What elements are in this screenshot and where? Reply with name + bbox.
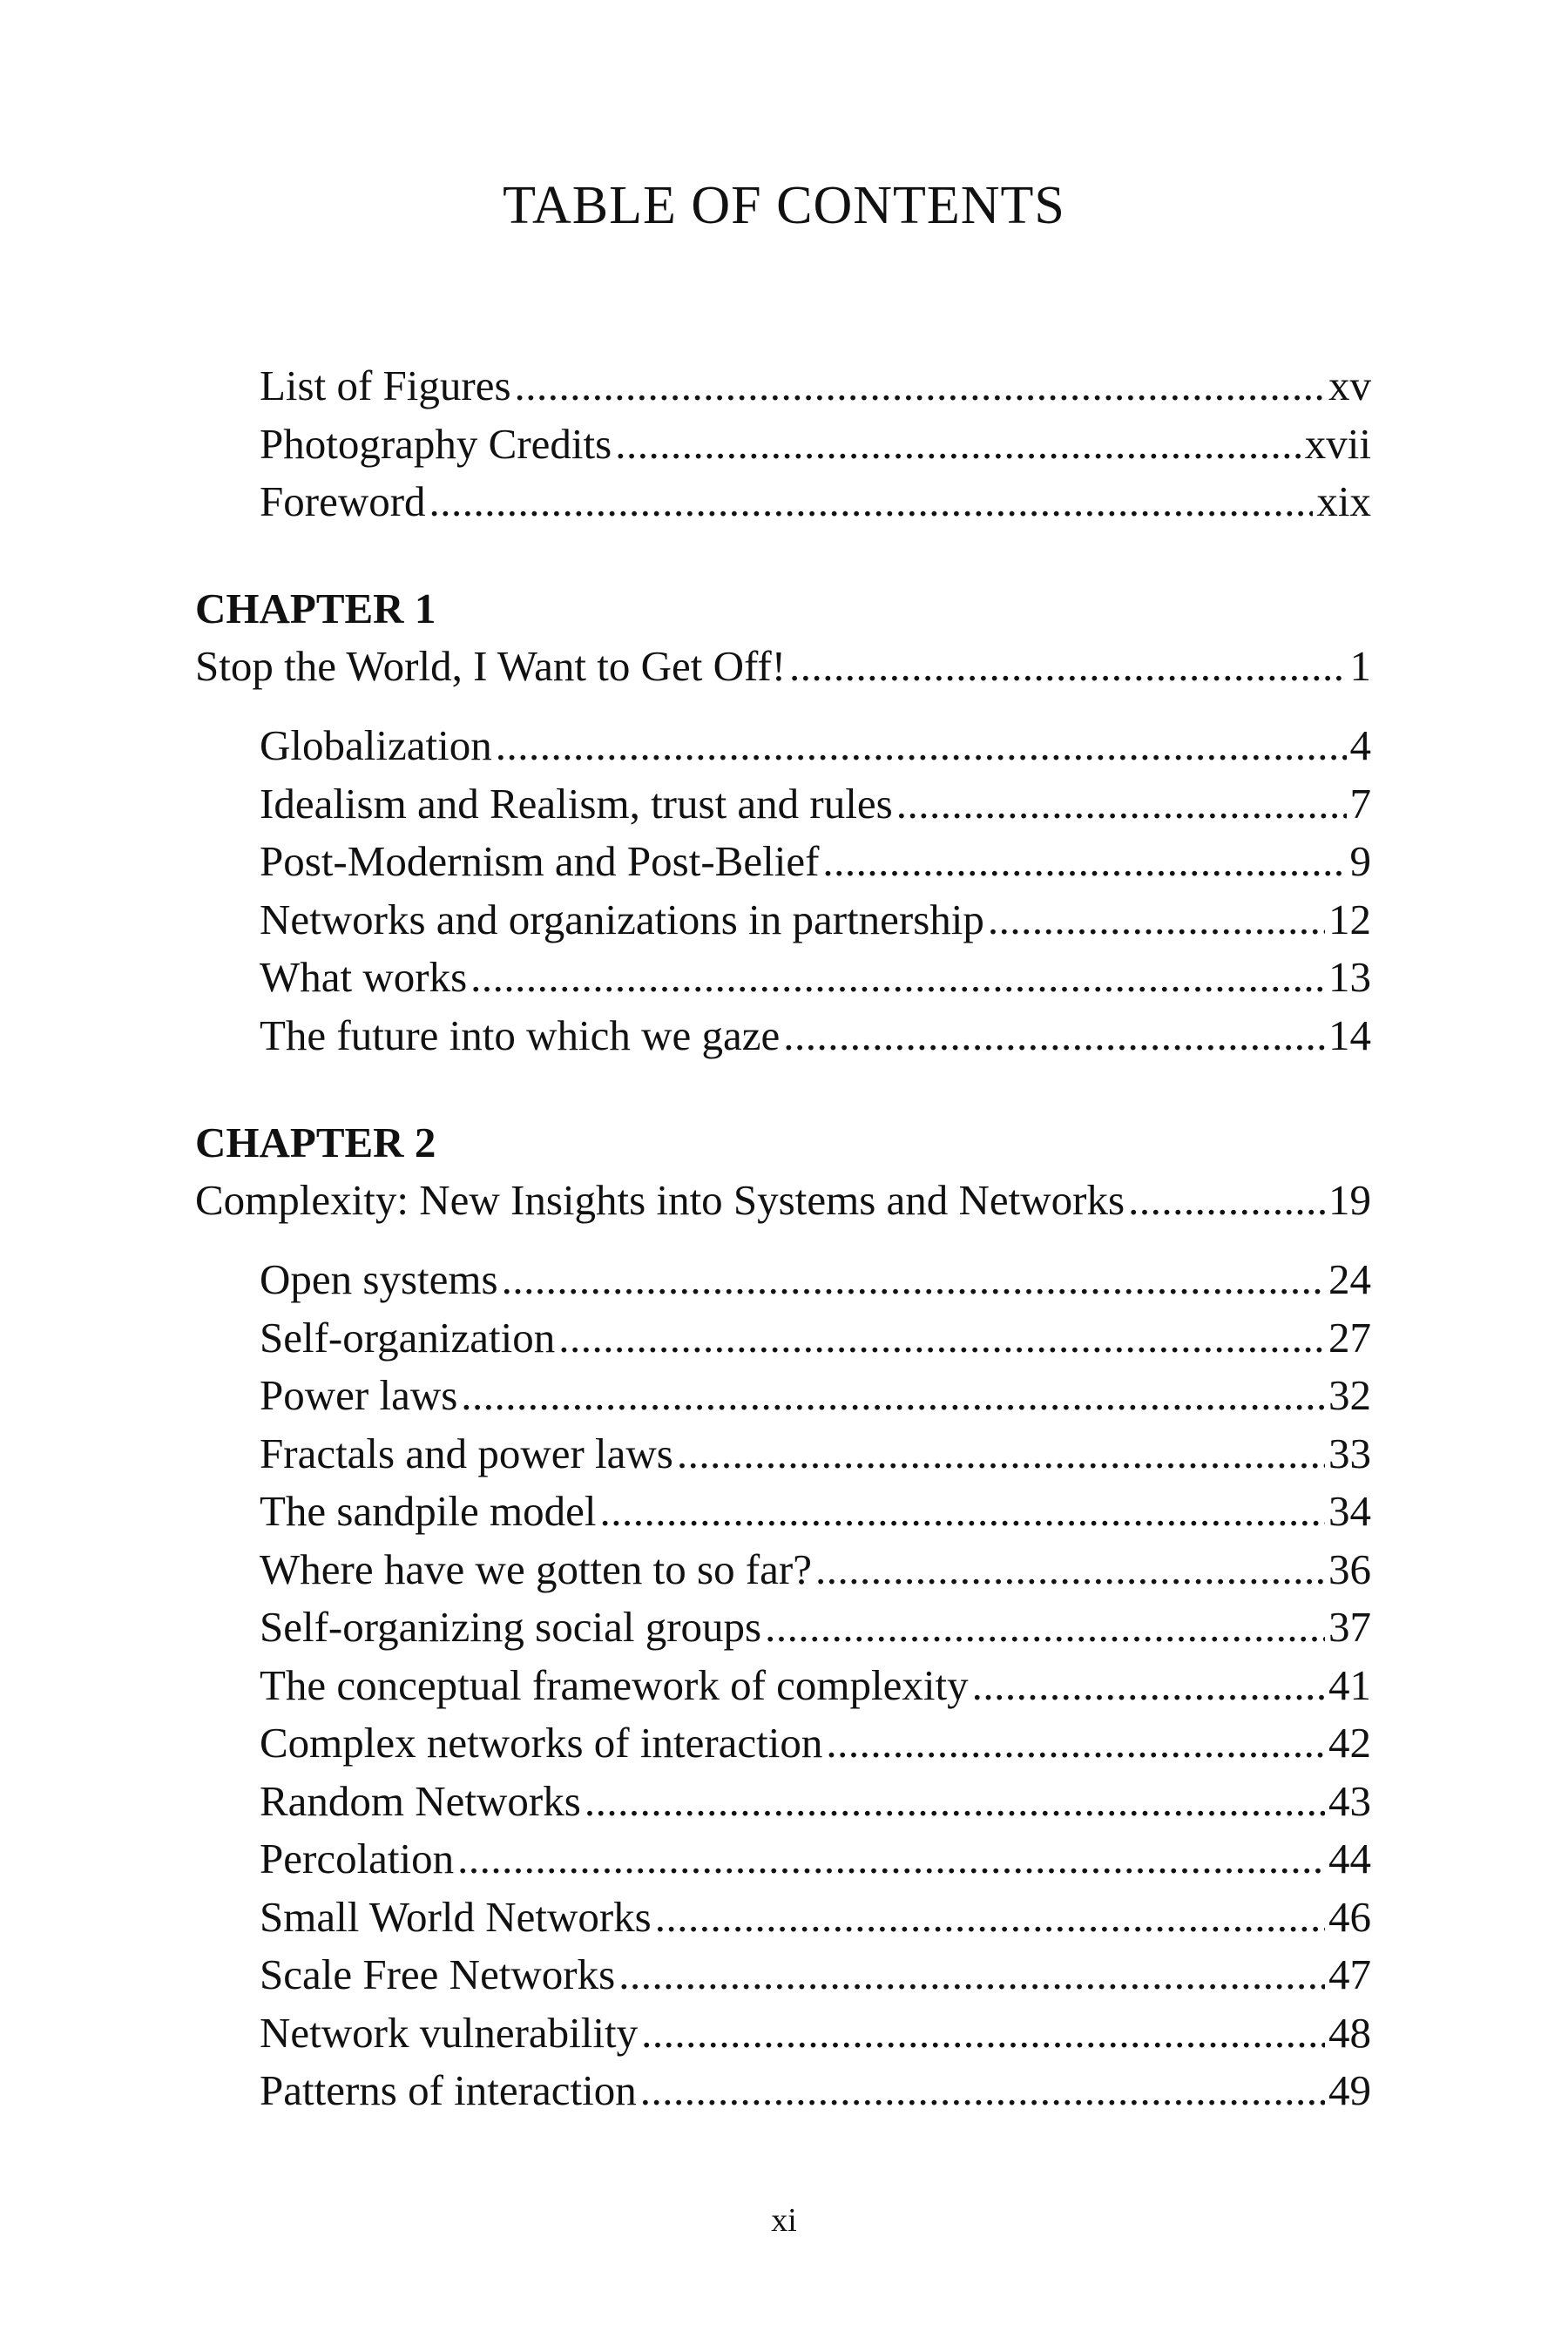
toc-entry-page: xvii (1304, 420, 1371, 468)
toc-entry-title: Fractals and power laws (260, 1429, 673, 1477)
dot-leader (988, 898, 1325, 941)
dot-leader (429, 480, 1314, 523)
toc-entry-title: Post-Modernism and Post-Belief (260, 837, 820, 885)
dot-leader (496, 724, 1347, 767)
toc-entry-page: 44 (1328, 1835, 1371, 1882)
toc-entry-page: 42 (1328, 1719, 1371, 1767)
toc-entry-page: 49 (1328, 2066, 1371, 2114)
toc-entry-page: 7 (1349, 780, 1371, 828)
toc-entry-section[interactable] (260, 1314, 1371, 1362)
toc-entry-page: 14 (1328, 1011, 1371, 1059)
toc-entry-title: Self-organization (260, 1314, 556, 1362)
toc-entry-page: 46 (1328, 1893, 1371, 1941)
toc-entry-page: 47 (1328, 1950, 1371, 1998)
toc-entry-page: 37 (1328, 1603, 1371, 1651)
toc-entry-page: 32 (1328, 1371, 1371, 1419)
toc-entry-page: 4 (1349, 721, 1371, 769)
toc-entry-page: 33 (1328, 1429, 1371, 1477)
toc-entry-title: Globalization (260, 721, 492, 769)
dot-leader (896, 782, 1347, 825)
toc-entry-title: What works (260, 953, 468, 1001)
dot-leader (826, 1721, 1325, 1764)
toc-entry-page: xv (1328, 362, 1371, 409)
toc-entry-section[interactable] (260, 1661, 1371, 1709)
dot-leader (765, 1605, 1325, 1648)
toc-entry-section[interactable] (260, 721, 1371, 769)
toc-entry-chapter-2[interactable] (195, 1176, 1371, 1224)
toc-entry-section[interactable] (260, 2066, 1371, 2114)
dot-leader (618, 1953, 1325, 1996)
toc-entry-title: Stop the World, I Want to Get Off! (195, 642, 787, 690)
dot-leader (641, 2011, 1325, 2054)
toc-entry-page: 36 (1328, 1545, 1371, 1593)
page-title: TABLE OF CONTENTS (503, 176, 1065, 235)
toc-entry-section[interactable] (260, 953, 1371, 1001)
toc-entry-list-of-figures[interactable] (260, 364, 1371, 407)
toc-entry-title: Self-organizing social groups (260, 1603, 762, 1651)
toc-entry-title: Scale Free Networks (260, 1950, 616, 1998)
toc-entry-page: 24 (1328, 1255, 1371, 1303)
toc-entry-section[interactable] (260, 1719, 1371, 1767)
toc-entry-page: 48 (1328, 2009, 1371, 2057)
toc-entry-title: Open systems (260, 1255, 498, 1303)
toc-entry-section[interactable] (260, 1429, 1371, 1477)
toc-entry-section[interactable] (260, 1777, 1371, 1825)
dot-leader (640, 2069, 1325, 2112)
chapter-2-heading: CHAPTER 2 (195, 1119, 436, 1166)
toc-entry-section[interactable] (260, 1893, 1371, 1941)
toc-entry-section[interactable] (260, 1603, 1371, 1651)
dot-leader (822, 840, 1346, 882)
toc-entry-title: Power laws (260, 1371, 458, 1419)
toc-entry-page: 27 (1328, 1314, 1371, 1362)
chapter-1-heading: CHAPTER 1 (195, 585, 436, 632)
page-number: xi (771, 2202, 797, 2239)
dot-leader (789, 645, 1346, 687)
toc-entry-title: Complex networks of interaction (260, 1719, 823, 1767)
dot-leader (615, 422, 1301, 465)
toc-entry-title: Foreword (260, 477, 426, 525)
toc-entry-section[interactable] (260, 780, 1371, 828)
toc-entry-title: Photography Credits (260, 420, 612, 468)
toc-entry-foreword[interactable] (260, 477, 1371, 525)
toc-entry-title: The sandpile model (260, 1487, 597, 1535)
dot-leader (470, 956, 1325, 998)
toc-entry-photography-credits[interactable] (260, 420, 1371, 468)
toc-entry-section[interactable] (260, 837, 1371, 885)
toc-entry-page: 43 (1328, 1777, 1371, 1825)
dot-leader (457, 1837, 1325, 1880)
toc-entry-section[interactable] (260, 1950, 1371, 1998)
dot-leader (655, 1896, 1325, 1938)
toc-entry-chapter-1[interactable] (195, 642, 1371, 690)
toc-entry-section[interactable] (260, 1545, 1371, 1593)
dot-leader (599, 1490, 1325, 1532)
dot-leader (815, 1548, 1325, 1591)
dot-leader (677, 1432, 1325, 1475)
toc-entry-title: Networks and organizations in partnership (260, 896, 984, 943)
toc-entry-section[interactable] (260, 898, 1371, 941)
toc-entry-title: Complexity: New Insights into Systems and Networks (195, 1176, 1125, 1224)
toc-entry-title: List of Figures (260, 362, 511, 409)
toc-entry-section[interactable] (260, 1255, 1371, 1303)
toc-entry-page: 1 (1349, 642, 1371, 690)
toc-entry-page: xix (1316, 477, 1371, 525)
toc-entry-page: 19 (1328, 1176, 1371, 1224)
toc-entry-title: Patterns of interaction (260, 2066, 637, 2114)
dot-leader (972, 1664, 1325, 1707)
dot-leader (461, 1374, 1325, 1416)
dot-leader (1128, 1179, 1325, 1221)
toc-entry-title: Random Networks (260, 1777, 581, 1825)
toc-entry-section[interactable] (260, 1487, 1371, 1535)
toc-entry-page: 9 (1349, 837, 1371, 885)
toc-entry-title: The future into which we gaze (260, 1011, 781, 1059)
toc-entry-section[interactable] (260, 1837, 1371, 1880)
toc-entry-section[interactable] (260, 1011, 1371, 1059)
toc-entry-section[interactable] (260, 1371, 1371, 1419)
toc-entry-section[interactable] (260, 2009, 1371, 2057)
toc-entry-title: Small World Networks (260, 1893, 652, 1941)
toc-entry-page: 12 (1328, 896, 1371, 943)
dot-leader (558, 1316, 1325, 1359)
toc-entry-page: 13 (1328, 953, 1371, 1001)
dot-leader (585, 1780, 1325, 1822)
toc-entry-page: 34 (1328, 1487, 1371, 1535)
toc-entry-title: Network vulnerability (260, 2009, 639, 2057)
toc-entry-title: Where have we gotten to so far? (260, 1545, 812, 1593)
dot-leader (502, 1258, 1325, 1301)
dot-leader (783, 1014, 1325, 1057)
dot-leader (515, 364, 1325, 407)
toc-entry-page: 41 (1328, 1661, 1371, 1709)
toc-entry-title: Idealism and Realism, trust and rules (260, 780, 893, 828)
toc-entry-title: Percolation (260, 1835, 455, 1882)
toc-entry-title: The conceptual framework of complexity (260, 1661, 969, 1709)
